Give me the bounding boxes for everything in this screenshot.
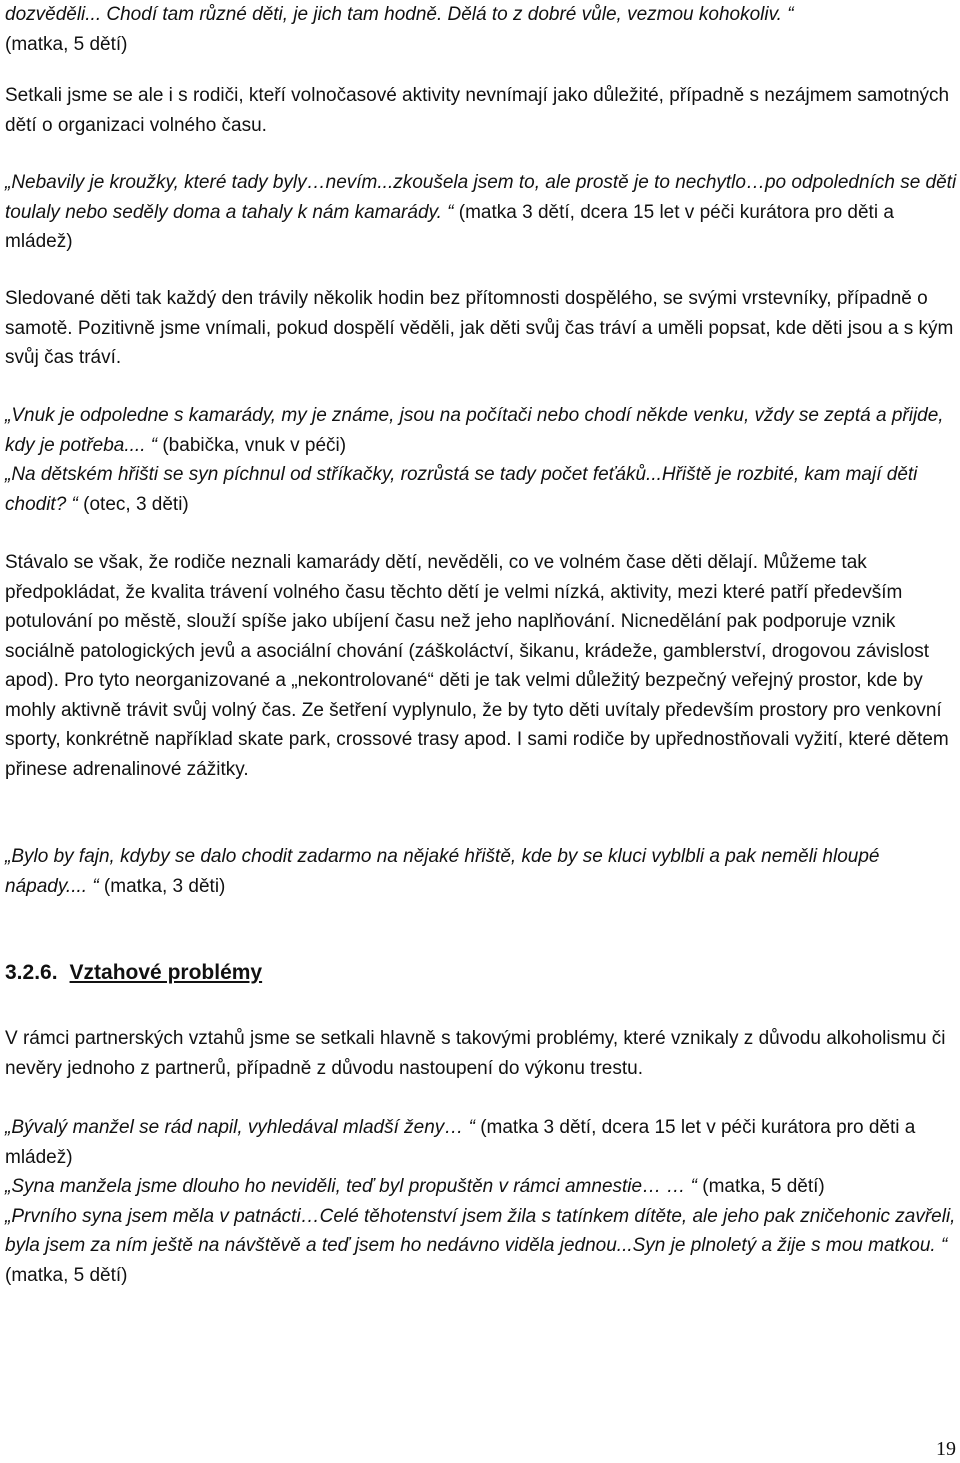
quote-attribution: (otec, 3 děti) [77, 493, 189, 515]
quote-attribution: (matka 3 dětí, dcera 15 let v péči kurátora pro děti a mládež) [5, 1117, 916, 1168]
quote-text: „Prvního syna jsem měla v patnácti…Celé těhotenství jsem žila s tatínkem dítěte, ale jeho pak zničehonic zavřeli, byla jsem za ním ještě na návštěvě a teď jsem ho nedávno viděla jednou...Syn je plnoletý a žije s mou matkou. “ [5, 1205, 956, 1256]
quote-paragraph-4 [5, 842, 957, 901]
quote-text: „Vnuk je odpoledne s kamarády, my je známe, jsou na počítači nebo chodí někde venku, vždy se zeptá a přijde, kdy je potřeba.... “ [5, 405, 944, 456]
body-paragraph-2: Sledované děti tak každý den trávily několik hodin bez přítomnosti dospělého, se svými vrstevníky, případně o samotě. Pozitivně jsme vnímali, pokud dospělí věděli, jak děti svůj čas tráví a uměli popsat, kde děti jsou a s kým svůj čas tráví. [5, 288, 954, 368]
quote-text: „Syna manžela jsme dlouho ho neviděli, teď byl propuštěn v rámci amnestie… … “ [5, 1176, 697, 1197]
quote-attribution: (matka, 3 děti) [98, 875, 226, 897]
section-heading [5, 958, 957, 988]
quote-text: „Nebavily je kroužky, které tady byly…nevím...zkoušela jsem to, ale prostě je to nechytlo…po odpoledních se děti toulaly nebo seděly doma a tahaly k nám kamarády. “ [5, 172, 957, 223]
body-paragraph-4: V rámci partnerských vztahů jsme se setkali hlavně s takovými problémy, které vznikaly z důvodu alkoholismu či nevěry jednoho z partnerů, případně z důvodu nastoupení do výkonu trestu. [5, 1028, 946, 1079]
quote-attribution: (matka, 5 dětí) [5, 1264, 128, 1286]
section-title: Vztahové problémy [69, 961, 263, 984]
quote-text: „Bývalý manžel se rád napil, vyhledával mladší ženy… “ [5, 1117, 475, 1138]
body-paragraph-1: Setkali jsme se ale i s rodiči, kteří volnočasové aktivity nevnímají jako důležité, případně s nezájmem samotných dětí o organizaci volného času. [5, 85, 950, 136]
quote-text: dozvěděli... Chodí tam různé děti, je jich tam hodně. Dělá to z dobré vůle, vezmou kohokoliv. “ [5, 4, 794, 25]
quote-attribution: (matka, 5 dětí) [696, 1176, 825, 1197]
quote-attribution: (matka, 5 dětí) [5, 33, 128, 55]
quote-attribution: (matka 3 dětí, dcera 15 let v péči kurátora pro děti a mládež) [5, 201, 894, 252]
page-number: 19 [936, 1438, 956, 1460]
quote-paragraph-3 [5, 401, 957, 519]
quote-paragraph-1 [5, 0, 957, 59]
quote-attribution: (babička, vnuk v péči) [157, 434, 347, 456]
body-paragraph-3: Stávalo se však, že rodiče neznali kamarády dětí, nevěděli, co ve volném čase děti dělají. Můžeme tak předpokládat, že kvalita trávení volného času těchto dětí je velmi nízká, aktivity, mezi které patří především potulování po městě, slouží spíše jako ubíjení času než jeho naplňování. Nicnedělání pak podporuje vznik sociálně patologických jevů a asociální chování (záškoláctví, šikanu, krádeže, gamblerství, drogovou závislost apod). Pro tyto neorganizované a „nekontrolované“ děti je tak velmi důležitý bezpečný veřejný prostor, kde by mohly aktivně trávit svůj volný čas. Ze šetření vyplynulo, že by tyto děti uvítaly především prostory pro venkovní sporty, konkrétně například skate park, crossové trasy apod. I sami rodiče by upřednostňovali vyžití, které dětem přinese adrenalinové zážitky. [5, 552, 949, 780]
quote-text: „Bylo by fajn, kdyby se dalo chodit zadarmo na nějaké hřiště, kde by se kluci vyblbli a pak neměli hloupé nápady.... “ [5, 846, 880, 897]
quote-paragraph-2 [5, 168, 957, 257]
quote-paragraph-5 [5, 1113, 957, 1290]
section-number: 3.2.6. [5, 961, 58, 984]
quote-text: „Na dětském hřišti se syn píchnul od stříkačky, rozrůstá se tady počet feťáků...Hřiště je rozbité, kam mají děti chodit? “ [5, 464, 918, 515]
